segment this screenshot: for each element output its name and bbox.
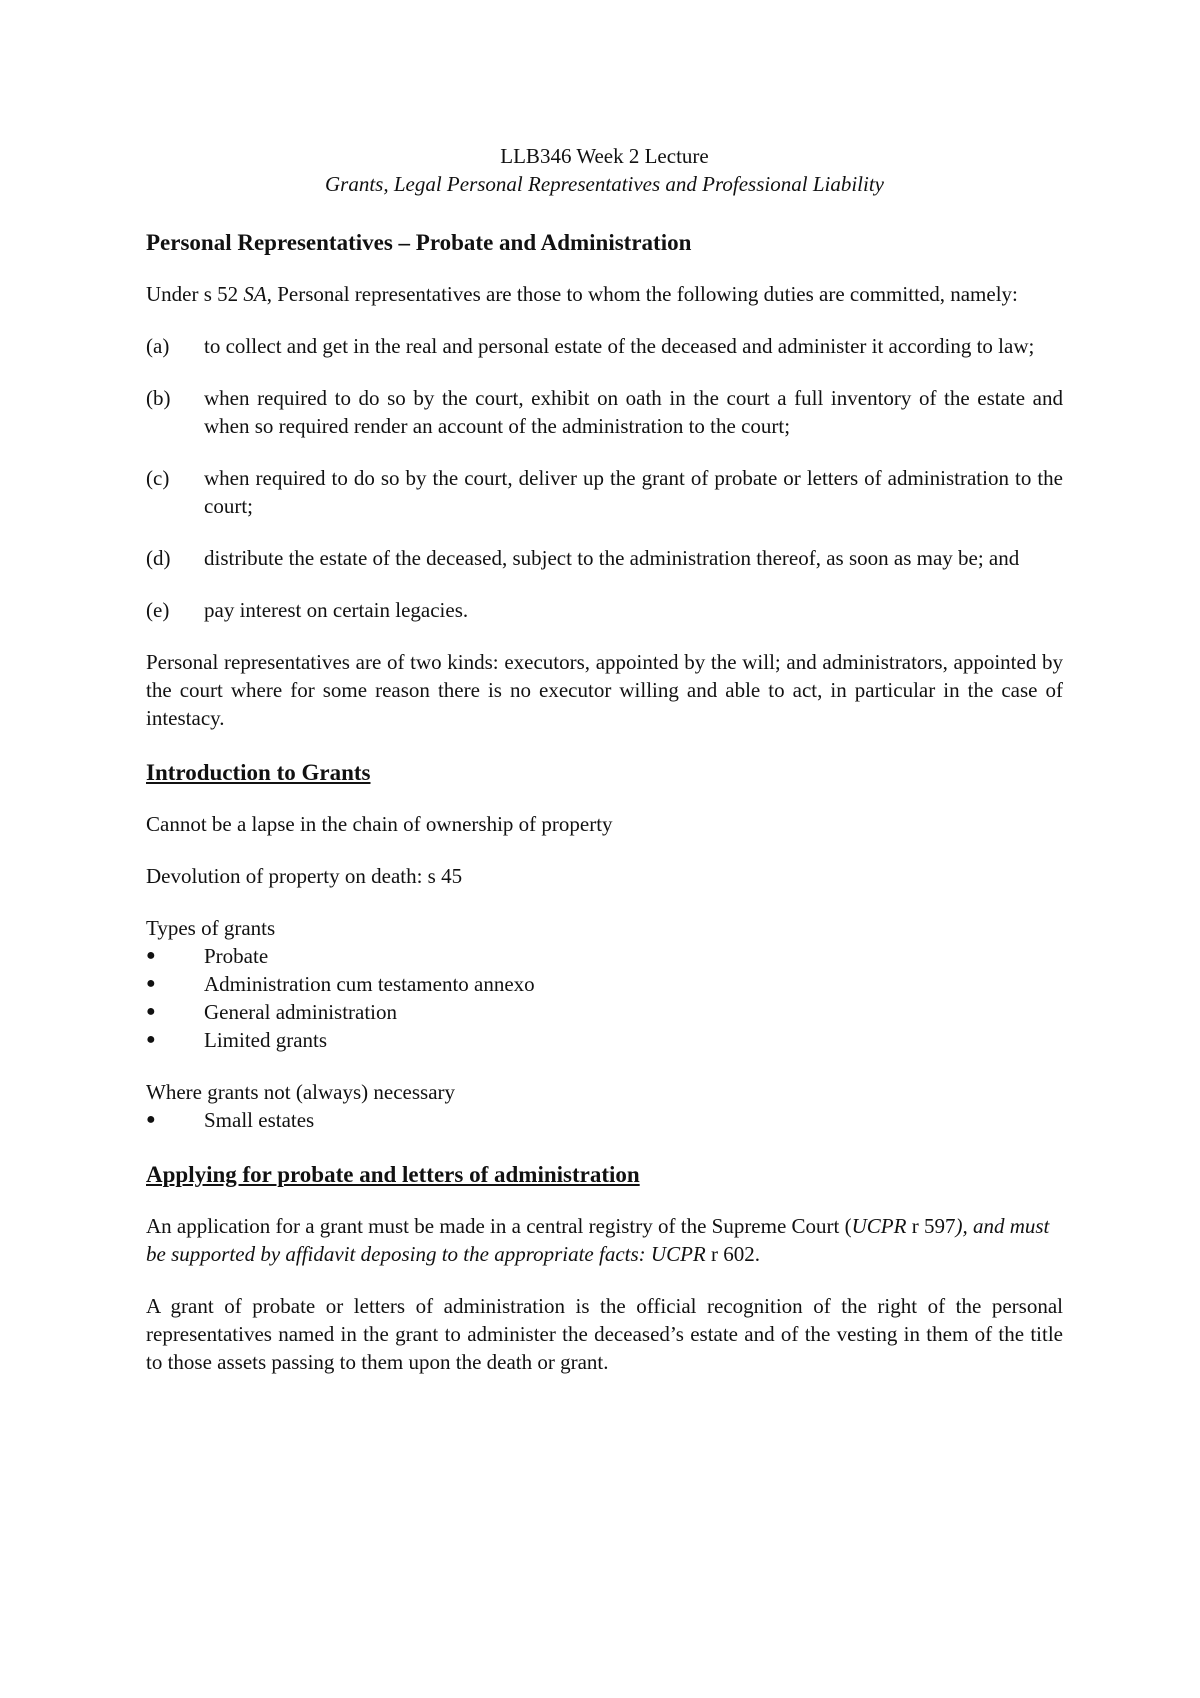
document-subtitle: Grants, Legal Personal Representatives and Professional Liability [325, 172, 884, 196]
duty-label: (d) [146, 546, 171, 570]
list-item [146, 1106, 1063, 1134]
paragraph-lapse: Cannot be a lapse in the chain of ownership of property [146, 812, 613, 836]
duty-text: when required to do so by the court, deliver up the grant of probate or letters of administration to the court; [204, 466, 1063, 518]
bullet-icon: ● [146, 1003, 156, 1020]
list-item [146, 1026, 1063, 1054]
intro-text-end: , Personal representatives are those to whom the following duties are committed, namely: [266, 282, 1018, 306]
paragraph-devolution: Devolution of property on death: s 45 [146, 864, 463, 888]
application-italic-ucpr-2: UCPR [650, 1242, 706, 1266]
types-of-grants-list [146, 942, 1063, 1054]
application-text-3: ), and must be supported by affidavit deposing to the appropriate facts: [146, 1214, 1050, 1266]
grants-not-necessary-label: Where grants not (always) necessary [146, 1080, 456, 1104]
bullet-text: Administration cum testamento annexo [204, 972, 535, 996]
duty-label: (e) [146, 598, 170, 622]
list-item [146, 998, 1063, 1026]
list-item [146, 942, 1063, 970]
bullet-icon: ● [146, 947, 156, 964]
bullet-text: Probate [204, 944, 269, 968]
bullet-text: Limited grants [204, 1028, 328, 1052]
application-italic-ucpr: UCPR [851, 1214, 907, 1238]
bullet-text: Small estates [204, 1108, 315, 1132]
paragraph-application [146, 1212, 1063, 1268]
duties-list [146, 332, 1063, 624]
paragraph-intro [146, 280, 1063, 308]
types-of-grants-label: Types of grants [146, 916, 276, 940]
duty-label: (a) [146, 334, 170, 358]
list-item [146, 970, 1063, 998]
section-heading-personal-representatives: Personal Representatives – Probate and Administration [146, 230, 692, 255]
bullet-text: General administration [204, 1000, 398, 1024]
paragraph-two-kinds: Personal representatives are of two kinds: executors, appointed by the will; and administrators, appointed by the court where for some reason there is no executor willing and able to act, in particular in the case of intestacy. [146, 650, 1063, 730]
duty-text: pay interest on certain legacies. [204, 598, 469, 622]
grants-not-necessary-list [146, 1106, 1063, 1134]
application-text-4: r 602. [705, 1242, 760, 1266]
application-text-1: An application for a grant must be made in a central registry of the Supreme Court ( [146, 1214, 852, 1238]
document-page [146, 142, 1063, 1376]
list-item [146, 544, 1063, 572]
duty-label: (c) [146, 466, 170, 490]
list-item [146, 384, 1063, 440]
bullet-icon: ● [146, 975, 156, 992]
section-heading-introduction-to-grants: Introduction to Grants [146, 760, 371, 785]
list-item [146, 596, 1063, 624]
bullet-icon: ● [146, 1031, 156, 1048]
section-heading-applying-for-probate: Applying for probate and letters of administration [146, 1162, 640, 1187]
duty-text: to collect and get in the real and personal estate of the deceased and administer it according to law; [204, 334, 1035, 358]
paragraph-official-recognition: A grant of probate or letters of administration is the official recognition of the right of the personal representatives named in the grant to administer the deceased’s estate and of the vesting in them of the title to those assets passing to them upon the death or grant. [146, 1294, 1063, 1374]
intro-text-start: Under s 52 [146, 282, 244, 306]
list-item [146, 332, 1063, 360]
document-title: LLB346 Week 2 Lecture [500, 144, 709, 168]
duty-text: when required to do so by the court, exhibit on oath in the court a full inventory of the estate and when so required render an account of the administration to the court; [204, 386, 1063, 438]
duty-text: distribute the estate of the deceased, subject to the administration thereof, as soon as may be; and [204, 546, 1020, 570]
application-text-2: r 597 [906, 1214, 956, 1238]
bullet-icon: ● [146, 1111, 156, 1128]
intro-italic-sa: SA [243, 282, 267, 306]
duty-label: (b) [146, 386, 171, 410]
list-item [146, 464, 1063, 520]
